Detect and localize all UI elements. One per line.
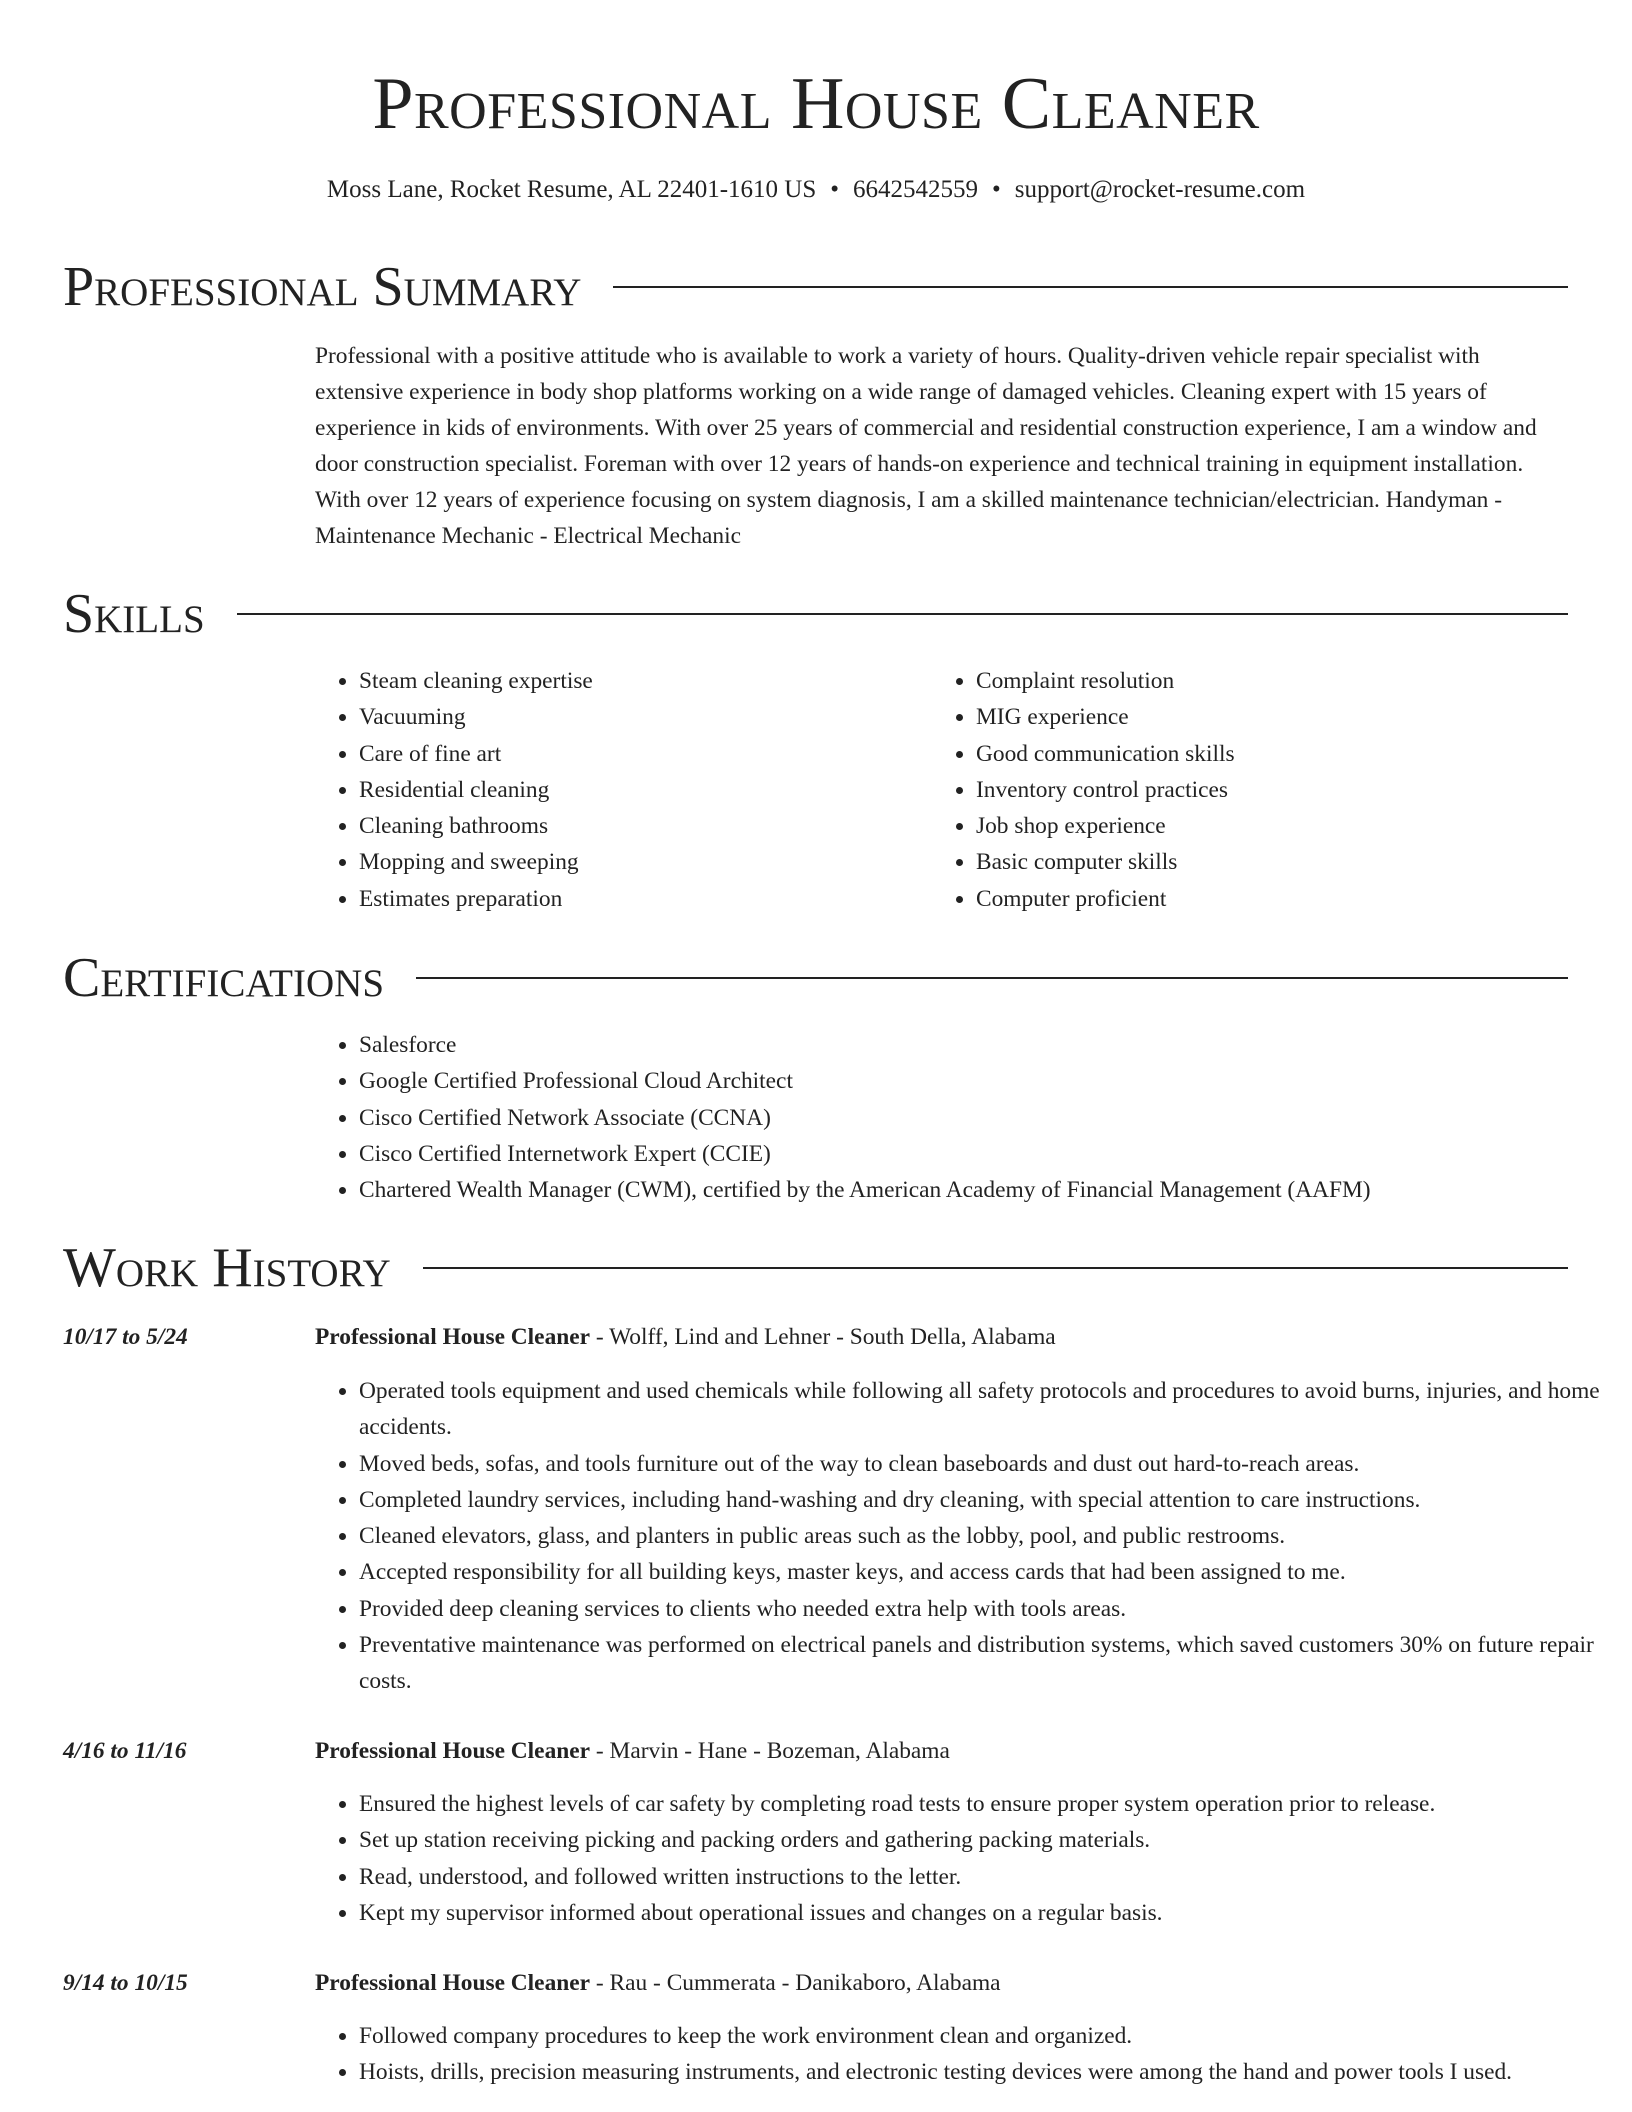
skill-item: • Complaint resolution xyxy=(976,663,1576,699)
section-title-text: Skills xyxy=(63,583,205,645)
skill-item: • Good communication skills xyxy=(976,736,1576,772)
candidate-name: Professional House Cleaner xyxy=(372,63,1260,145)
certification-item: • Salesforce xyxy=(359,1027,1611,1063)
section-divider xyxy=(423,1267,1568,1269)
section-title-summary xyxy=(63,254,1568,320)
section-title-work-history xyxy=(63,1235,1568,1301)
skill-item: • Job shop experience xyxy=(976,808,1576,844)
job-bullet: • Preventative maintenance was performed on electrical panels and distribution systems, which saved customers 30% on future repair costs. xyxy=(359,1627,1611,1700)
certification-item: • Google Certified Professional Cloud Architect xyxy=(359,1063,1611,1099)
job-bullet: • Accepted responsibility for all building keys, master keys, and access cards that had been assigned to me. xyxy=(359,1554,1611,1590)
job-role: Professional House Cleaner xyxy=(315,1324,591,1350)
job-dates: 10/17 to 5/24 xyxy=(63,1324,188,1350)
section-title-text: Professional Summary xyxy=(63,256,582,318)
job-dates: 9/14 to 10/15 xyxy=(63,1970,188,1996)
job-employer: - Marvin - Hane - Bozeman, Alabama xyxy=(590,1738,950,1764)
job-bullet: • Ensured the highest levels of car safety by completing road tests to ensure proper system operation prior to release. xyxy=(359,1786,1611,1822)
job-bullet: • Completed laundry services, including hand-washing and dry cleaning, with special attention to care instructions. xyxy=(359,1482,1611,1518)
contact-address: Moss Lane, Rocket Resume, AL 22401-1610 US xyxy=(326,176,817,203)
contact-separator: • xyxy=(830,176,839,203)
section-title-text: Work History xyxy=(63,1237,391,1299)
contact-separator: • xyxy=(992,176,1001,203)
skill-item: • Steam cleaning expertise xyxy=(359,663,919,699)
skills-list-left xyxy=(315,663,919,917)
job-role: Professional House Cleaner xyxy=(315,1970,591,1996)
job-bullets xyxy=(315,2018,1611,2091)
skill-item: • Inventory control practices xyxy=(976,772,1576,808)
job-bullet: • Hoists, drills, precision measuring instruments, and electronic testing devices were among the hand and power tools I used. xyxy=(359,2054,1611,2090)
skill-item: • MIG experience xyxy=(976,699,1576,735)
certification-item: • Cisco Certified Internetwork Expert (CCIE) xyxy=(359,1136,1611,1172)
contact-line xyxy=(0,172,1632,208)
certification-item: • Chartered Wealth Manager (CWM), certified by the American Academy of Financial Management (AAFM) xyxy=(359,1172,1611,1208)
skill-item: • Estimates preparation xyxy=(359,881,919,917)
section-divider xyxy=(237,613,1568,615)
job-dates: 4/16 to 11/16 xyxy=(63,1738,187,1764)
skill-item: • Cleaning bathrooms xyxy=(359,808,919,844)
skill-item: • Care of fine art xyxy=(359,736,919,772)
job-employer: - Rau - Cummerata - Danikaboro, Alabama xyxy=(590,1970,1001,1996)
job-role: Professional House Cleaner xyxy=(315,1738,591,1764)
job-bullet: • Read, understood, and followed written instructions to the letter. xyxy=(359,1859,1611,1895)
skill-item: • Vacuuming xyxy=(359,699,919,735)
job-bullet: • Kept my supervisor informed about operational issues and changes on a regular basis. xyxy=(359,1895,1611,1931)
summary-text: Professional with a positive attitude who is available to work a variety of hours. Quality-driven vehicle repair specialist with extensive experience in body shop platforms working on a wide range of damaged vehicles. Cleaning expert with 15 years of experience in kids of environments. With over 25 years of commercial and residential construction experience, I am a window and door construction specialist. Foreman with over 12 years of hands-on experience and technical training in equipment installation. With over 12 years of experience focusing on system diagnosis, I am a skilled maintenance technician/electrician. Handyman - Maintenance Mechanic - Electrical Mechanic xyxy=(315,343,1537,549)
skill-item: • Basic computer skills xyxy=(976,844,1576,880)
job-heading xyxy=(315,1319,1056,1355)
job-heading xyxy=(315,1965,1001,2001)
skill-item: • Mopping and sweeping xyxy=(359,844,919,880)
section-title-skills xyxy=(63,581,1568,647)
job-bullet: • Set up station receiving picking and packing orders and gathering packing materials. xyxy=(359,1822,1611,1858)
job-bullets xyxy=(315,1786,1611,1931)
job-employer: - Wolff, Lind and Lehner - South Della, Alabama xyxy=(590,1324,1056,1350)
job-bullet: • Provided deep cleaning services to clients who needed extra help with tools areas. xyxy=(359,1591,1611,1627)
section-divider xyxy=(416,977,1568,979)
section-title-certifications xyxy=(63,945,1568,1011)
skill-item: • Computer proficient xyxy=(976,881,1576,917)
job-bullets xyxy=(315,1373,1611,1700)
certification-item: • Cisco Certified Network Associate (CCNA) xyxy=(359,1100,1611,1136)
job-bullet: • Followed company procedures to keep the work environment clean and organized. xyxy=(359,2018,1611,2054)
certifications-list xyxy=(315,1027,1611,1208)
job-bullet: • Cleaned elevators, glass, and planters in public areas such as the lobby, pool, and public restrooms. xyxy=(359,1518,1611,1554)
job-heading xyxy=(315,1733,950,1769)
section-divider xyxy=(613,286,1568,288)
job-bullet: • Operated tools equipment and used chemicals while following all safety protocols and procedures to avoid burns, injuries, and home accidents. xyxy=(359,1373,1611,1446)
contact-email: support@rocket-resume.com xyxy=(1014,176,1306,203)
contact-phone: 6642542559 xyxy=(853,176,978,203)
job-bullet: • Moved beds, sofas, and tools furniture out of the way to clean baseboards and dust out hard-to-reach areas. xyxy=(359,1446,1611,1482)
skills-list-right xyxy=(932,663,1576,917)
skill-item: • Residential cleaning xyxy=(359,772,919,808)
section-title-text: Certifications xyxy=(63,947,385,1009)
